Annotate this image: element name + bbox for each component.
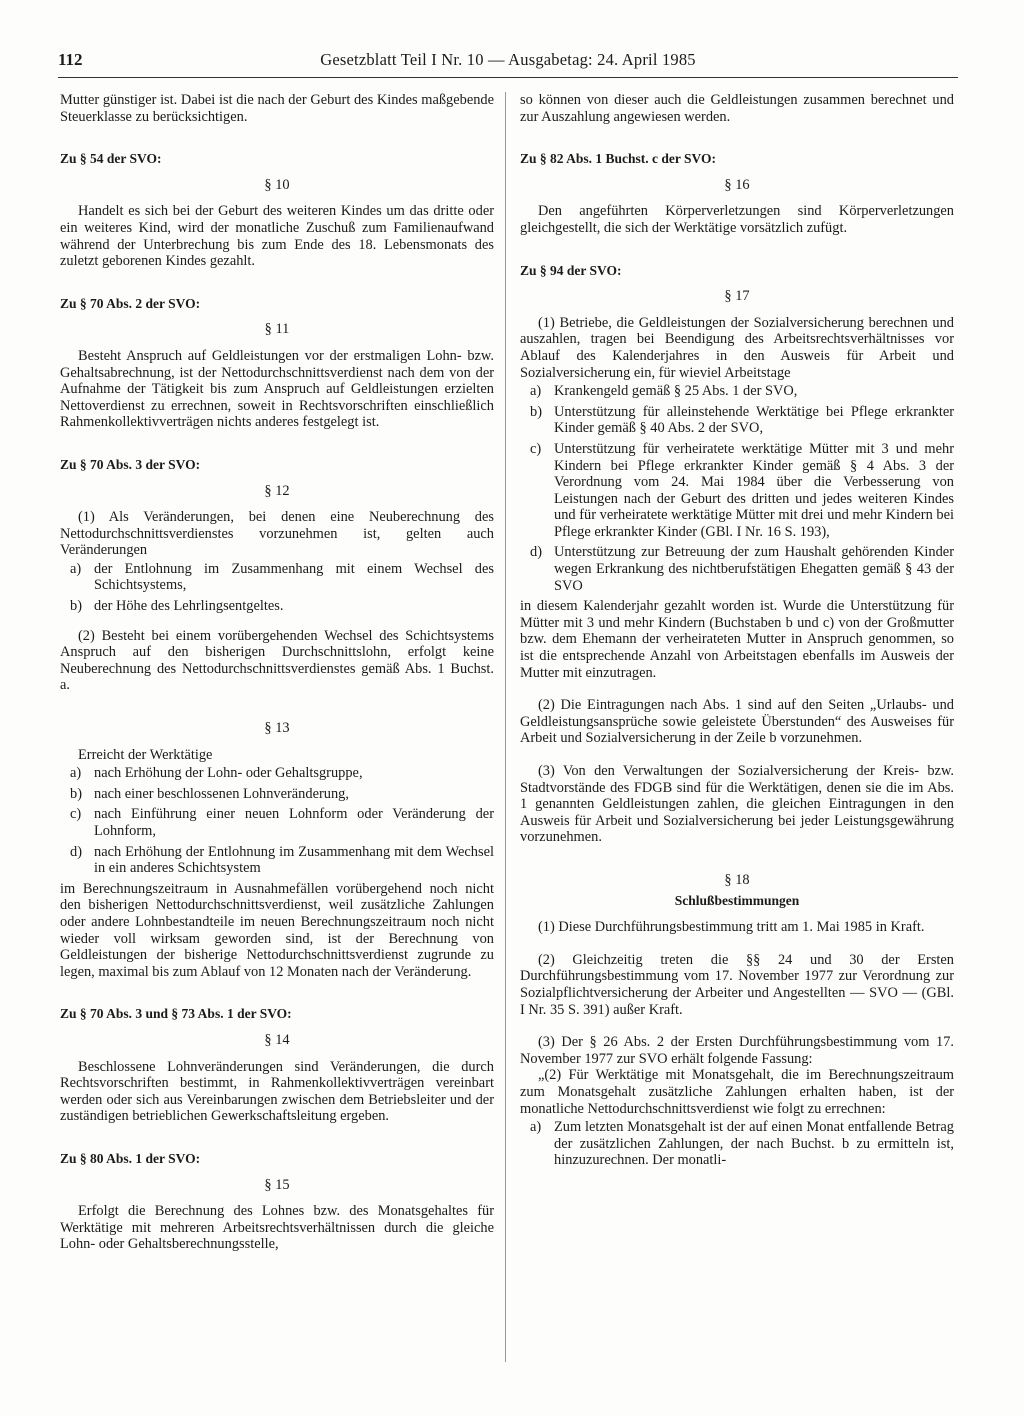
- paragraph: Erreicht der Werktätige: [78, 746, 213, 763]
- list-text: Zum letzten Monatsgehalt ist der auf einen Monat entfallende Betrag der zusätzlichen Zahlungen, der nach Buchst. b zu ermitteln ist, hinzuzurechnen. Der monatli-: [554, 1119, 954, 1169]
- list-label: d): [70, 843, 82, 860]
- header-rule: [58, 77, 958, 78]
- list-item: [60, 598, 494, 615]
- list-text: nach Erhöhung der Lohn- oder Gehaltsgruppe,: [94, 765, 363, 782]
- list-label: a): [530, 383, 542, 400]
- list-text: der Höhe des Lehrlingsentgeltes.: [94, 598, 284, 615]
- section-heading: Zu § 70 Abs. 3 und § 73 Abs. 1 der SVO:: [60, 1006, 292, 1022]
- left-column: [60, 92, 494, 1253]
- list-label: c): [70, 806, 82, 823]
- paragraph: so können von dieser auch die Geldleistungen zusammen berechnet und zur Auszahlung angewiesen werden.: [520, 92, 954, 125]
- paragraph: (2) Die Eintragungen nach Abs. 1 sind auf den Seiten „Urlaubs- und Geldleistungsansprüche sowie geleistete Überstunden“ des Ausweises für Arbeit und Sozialversicherung in der Zeile b vorzunehmen.: [520, 697, 954, 747]
- section-heading: Zu § 94 der SVO:: [520, 262, 622, 278]
- list-item: [60, 561, 494, 594]
- section-title: Schlußbestimmungen: [674, 892, 800, 908]
- section-number: § 16: [724, 176, 750, 193]
- list-text: nach Erhöhung der Entlohnung im Zusammenhang mit dem Wechsel in ein anderes Schichtsystem: [94, 843, 494, 877]
- paragraph: (3) Der § 26 Abs. 2 der Ersten Durchführungsbestimmung vom 17. November 1977 zur SVO erhält folgende Fassung:: [520, 1034, 954, 1067]
- list-label: c): [530, 440, 542, 457]
- paragraph: (1) Betriebe, die Geldleistungen der Sozialversicherung berechnen und auszahlen, tragen bei Beendigung des Arbeitsrechtsverhältnisses vor Ablauf des Kalenderjahres in den Ausweis für Arbeit und Sozialversicherung ein, für wieviel Arbeitstage: [520, 314, 954, 381]
- list-item: [520, 441, 954, 541]
- list-item: [520, 383, 954, 400]
- list-text: Unterstützung für verheiratete werktätige Mütter mit 3 und mehr Kindern bei Pflege erkrankter Kinder gemäß § 4 Abs. 3 der Verordnung vom 24. Mai 1984 über die Verbesserung von Leistungen nach der Geburt des dritten und jedes weiteren Kindes und für verheiratete werktätige Mütter mit drei und mehr Kindern bei Pflege erkrankter Kinder (GBl. I Nr. 16 S. 193),: [554, 440, 954, 540]
- section-number: § 18: [724, 871, 750, 888]
- paragraph: Besteht Anspruch auf Geldleistungen vor der erstmaligen Lohn- bzw. Gehaltsabrechnung, ist der Nettodurchschnittsverdienst nach dem von der Aufnahme der Tätigkeit bis zum Anspruch auf Geldleistungen erzielten Nettoverdienst zu errechnen, soweit in Rechtsvorschriften einschließlich Rahmenkollektivverträgen nichts anderes festgelegt ist.: [60, 347, 494, 431]
- list-label: b): [530, 403, 542, 420]
- column-divider: [505, 92, 506, 1362]
- paragraph: Mutter günstiger ist. Dabei ist die nach der Geburt des Kindes maßgebende Steuerklasse zu berücksichtigen.: [60, 92, 494, 125]
- paragraph: Beschlossene Lohnveränderungen sind Veränderungen, die durch Rechtsvorschriften bestimmt, in Rahmenkollektivverträgen vereinbart werden oder sich aus Vereinbarungen zwischen dem Betriebsleiter und der zuständigen betrieblichen Gewerkschaftsleitung ergeben.: [60, 1058, 494, 1125]
- list-item: [60, 844, 494, 877]
- quoted-paragraph: „(2) Für Werktätige mit Monatsgehalt, die im Berechnungszeitraum zum Monatsgehalt zusätzliche Zahlungen erhalten haben, ist der monatliche Nettodurchschnittsverdienst wie folgt zu errechnen:: [520, 1067, 954, 1117]
- list-label: a): [530, 1119, 542, 1136]
- list-text: Krankengeld gemäß § 25 Abs. 1 der SVO,: [554, 383, 798, 400]
- paragraph: (1) Als Veränderungen, bei denen eine Neuberechnung des Nettodurchschnittsverdienstes vorzunehmen ist, gelten auch Veränderungen: [60, 509, 494, 559]
- section-number: § 13: [264, 720, 290, 737]
- section-heading: Zu § 80 Abs. 1 der SVO:: [60, 1150, 201, 1166]
- list-text: nach Einführung einer neuen Lohnform oder Veränderung der Lohnform,: [94, 806, 494, 839]
- list-item: [60, 765, 494, 782]
- list-label: b): [70, 598, 82, 615]
- paragraph: im Berechnungszeitraum in Ausnahmefällen vorübergehend noch nicht den bisherigen Nettodurchschnittsverdienst, weil zusätzliche Zahlungen oder andere Lohnbestandteile im neuen Berechnungszeitraum noch nicht wieder voll wirksam geworden sind, ist der Berechnung von Geldleistungen der bisherige Nettodurchschnittsverdienst zugrunde zu legen, maximal bis zum Ablauf von 12 Monaten nach der Veränderung.: [60, 880, 494, 980]
- list-text: Unterstützung zur Betreuung der zum Haushalt gehörenden Kinder wegen Erkrankung des nichtberufstätigen Ehegatten gemäß § 43 der SVO: [554, 544, 954, 594]
- section-heading: Zu § 82 Abs. 1 Buchst. c der SVO:: [520, 151, 717, 167]
- list-item: [60, 806, 494, 839]
- page-number: 112: [58, 50, 83, 69]
- section-number: § 12: [264, 482, 290, 499]
- section-number: § 11: [264, 321, 290, 338]
- list-item: [60, 786, 494, 803]
- list-text: der Entlohnung im Zusammenhang mit einem Wechsel des Schichtsystems,: [94, 560, 494, 594]
- paragraph: (3) Von den Verwaltungen der Sozialversicherung der Kreis- bzw. Stadtvorstände des FDGB sind für die Werktätigen, denen sie die im Abs. 1 genannten Geldleistungen zahlen, die gleichen Eintragungen in den Ausweis für Arbeit und Sozialversicherung bei jeder Leistungsgewährung vorzunehmen.: [520, 763, 954, 846]
- right-column: [520, 92, 954, 1173]
- page-header: [58, 50, 958, 76]
- header-title: Gesetzblatt Teil I Nr. 10 — Ausgabetag: 24. April 1985: [320, 50, 696, 69]
- section-number: § 15: [264, 1176, 290, 1193]
- list-item: [520, 1119, 954, 1169]
- section-number: § 14: [264, 1031, 290, 1048]
- paragraph: in diesem Kalenderjahr gezahlt worden ist. Wurde die Unterstützung für Mütter mit 3 und mehr Kindern (Buchstaben b und c) von der Großmutter bzw. dem Ehemann der verheirateten Mutter in Anspruch genommen, so ist die entsprechende Anzahl von Arbeitstagen ebenfalls im Ausweis der Mutter mit einzutragen.: [520, 598, 954, 681]
- paragraph: Den angeführten Körperverletzungen sind Körperverletzungen gleichgestellt, die sich der Werktätige vorsätzlich zufügt.: [520, 203, 954, 236]
- section-heading: Zu § 54 der SVO:: [60, 151, 162, 167]
- list-text: Unterstützung für alleinstehende Werktätige bei Pflege erkrankter Kinder gemäß § 40 Abs. 2 der SVO,: [554, 403, 954, 437]
- section-number: § 10: [264, 176, 290, 193]
- paragraph: (1) Diese Durchführungsbestimmung tritt am 1. Mai 1985 in Kraft.: [538, 919, 925, 936]
- list-label: a): [70, 765, 82, 782]
- section-heading: Zu § 70 Abs. 3 der SVO:: [60, 456, 201, 472]
- list-label: d): [530, 544, 542, 561]
- list-text: nach einer beschlossenen Lohnveränderung,: [94, 785, 349, 802]
- paragraph: Handelt es sich bei der Geburt des weiteren Kindes um das dritte oder ein weiteres Kind, wird der monatliche Zuschuß zum Familienaufwand während der Unterbrechung bis zum Ende des 18. Lebensmonats des zuletzt geborenen Kindes gezahlt.: [60, 203, 494, 270]
- list-label: a): [70, 560, 82, 577]
- list-item: [520, 544, 954, 594]
- paragraph: (2) Gleichzeitig treten die §§ 24 und 30 der Ersten Durchführungsbestimmung vom 17. November 1977 zur Verordnung zur Sozialpflichtversicherung der Arbeiter und Angestellten — SVO — (GBl. I Nr. 35 S. 391) außer Kraft.: [520, 951, 954, 1018]
- list-label: b): [70, 785, 82, 802]
- section-heading: Zu § 70 Abs. 2 der SVO:: [60, 295, 201, 311]
- list-item: [520, 404, 954, 437]
- section-number: § 17: [724, 288, 750, 305]
- paragraph: Erfolgt die Berechnung des Lohnes bzw. des Monatsgehaltes für Werktätige mit mehreren Arbeitsrechtsverhältnissen durch die gleiche Lohn- oder Gehaltsberechnungsstelle,: [60, 1203, 494, 1253]
- paragraph: (2) Besteht bei einem vorübergehenden Wechsel des Schichtsystems Anspruch auf den bisherigen Durchschnittslohn, erfolgt keine Neuberechnung des Nettodurchschnittsverdienstes gemäß Abs. 1 Buchst. a.: [60, 627, 494, 694]
